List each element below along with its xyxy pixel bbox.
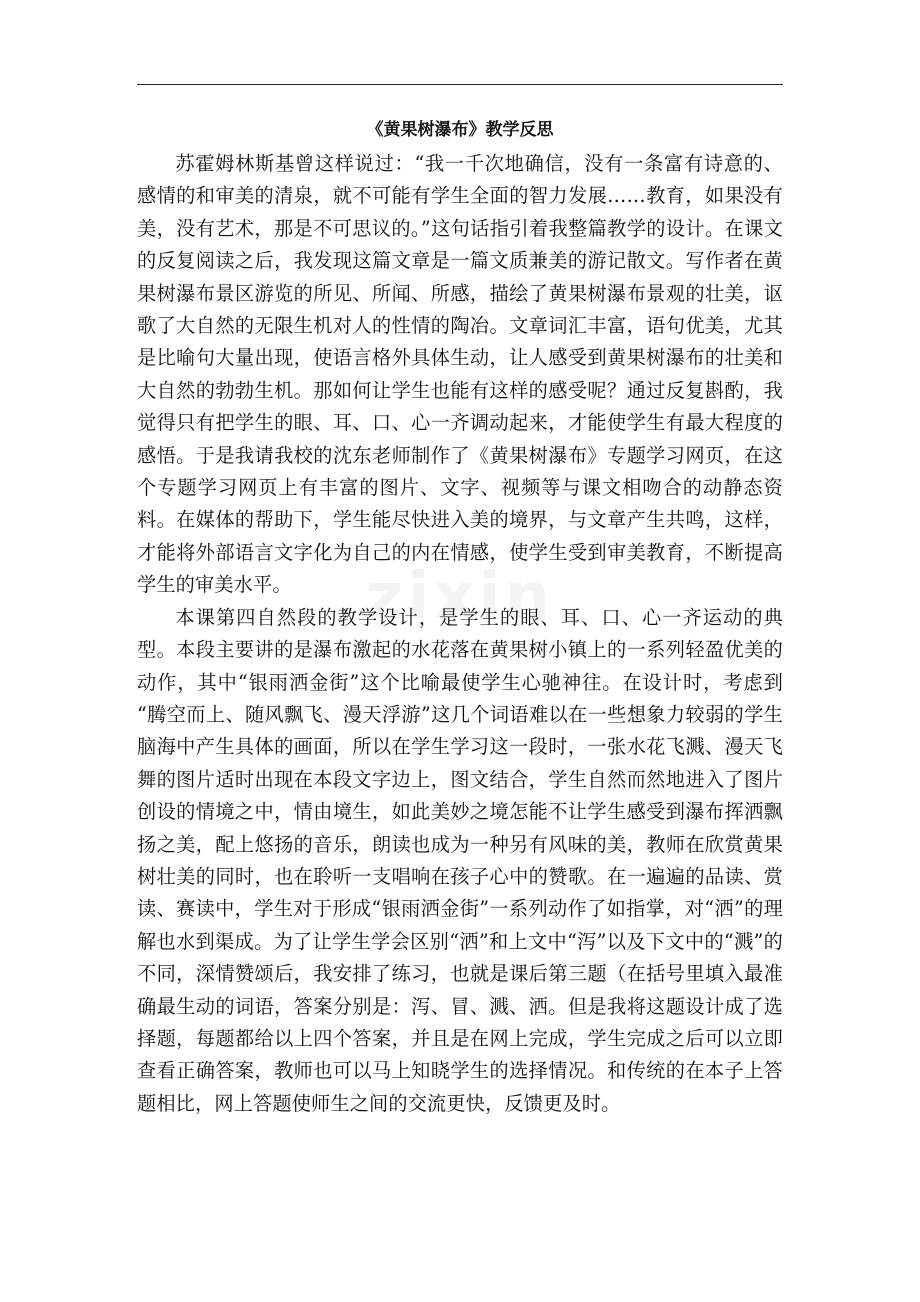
document-title: 《黄果树瀑布》教学反思	[366, 120, 554, 140]
document-body	[137, 148, 783, 1120]
header-rule	[137, 84, 783, 85]
paragraph-2: 本课第四自然段的教学设计，是学生的眼、耳、口、心一齐运动的典型。本段主要讲的是瀑布激起的水花落在黄果树小镇上的一系列轻盈优美的动作，其中“银雨洒金街”这个比喻最使学生心驰神往。在设计时，考虑到 “腾空而上、随风飘飞、漫天浮游”这几个词语难以在一些想象力较弱的学生脑海中产生具体的画面，所以在学生学习这一段时，一张水花飞溅、漫天飞舞的图片适时出现在本段文字边上，图文结合，学生自然而然地进入了图片创设的情境之中，情由境生，如此美妙之境怎能不让学生感受到瀑布挥洒飘扬之美，配上悠扬的音乐，朗读也成为一种另有风味的美，教师在欣赏黄果树壮美的同时，也在聆听一支唱响在孩子心中的赞歌。在一遍遍的品读、赏读、赛读中，学生对于形成“银雨洒金街”一系列动作了如指掌，对“洒”的理解也水到渠成。为了让学生学会区别“洒”和上文中“泻”以及下文中的“溅”的不同，深情赞颂后，我安排了练习，也就是课后第三题（在括号里填入最准确最生动的词语，答案分别是：泻、冒、溅、洒。但是我将这题设计成了选择题，每题都给以上四个答案，并且是在网上完成，学生完成之后可以立即查看正确答案，教师也可以马上知晓学生的选择情况。和传统的在本子上答题相比，网上答题使师生之间的交流更快，反馈更及时。	[137, 605, 783, 1115]
paragraph-1: 苏霍姆林斯基曾这样说过：“我一千次地确信，没有一条富有诗意的、感情的和审美的清泉，就不可能有学生全面的智力发展……教育，如果没有美，没有艺术，那是不可思议的。”这句话指引着我整篇教学的设计。在课文的反复阅读之后，我发现这篇文章是一篇文质兼美的游记散文。写作者在黄果树瀑布景区游览的所见、所闻、所感，描绘了黄果树瀑布景观的壮美，讴歌了大自然的无限生机对人的性情的陶冶。文章词汇丰富，语句优美，尤其是比喻句大量出现，使语言格外具体生动，让人感受到黄果树瀑布的壮美和大自然的勃勃生机。那如何让学生也能有这样的感受呢？通过反复斟酌，我觉得只有把学生的眼、耳、口、心一齐调动起来，才能使学生有最大程度的感悟。于是我请我校的沈东老师制作了《黄果树瀑布》专题学习网页，在这个专题学习网页上有丰富的图片、文字、视频等与课文相吻合的动静态资料。在媒体的帮助下，学生能尽快进入美的境界，与文章产生共鸣，这样，才能将外部语言文字化为自己的内在情感，使学生受到审美教育，不断提高学生的审美水平。	[137, 152, 783, 597]
